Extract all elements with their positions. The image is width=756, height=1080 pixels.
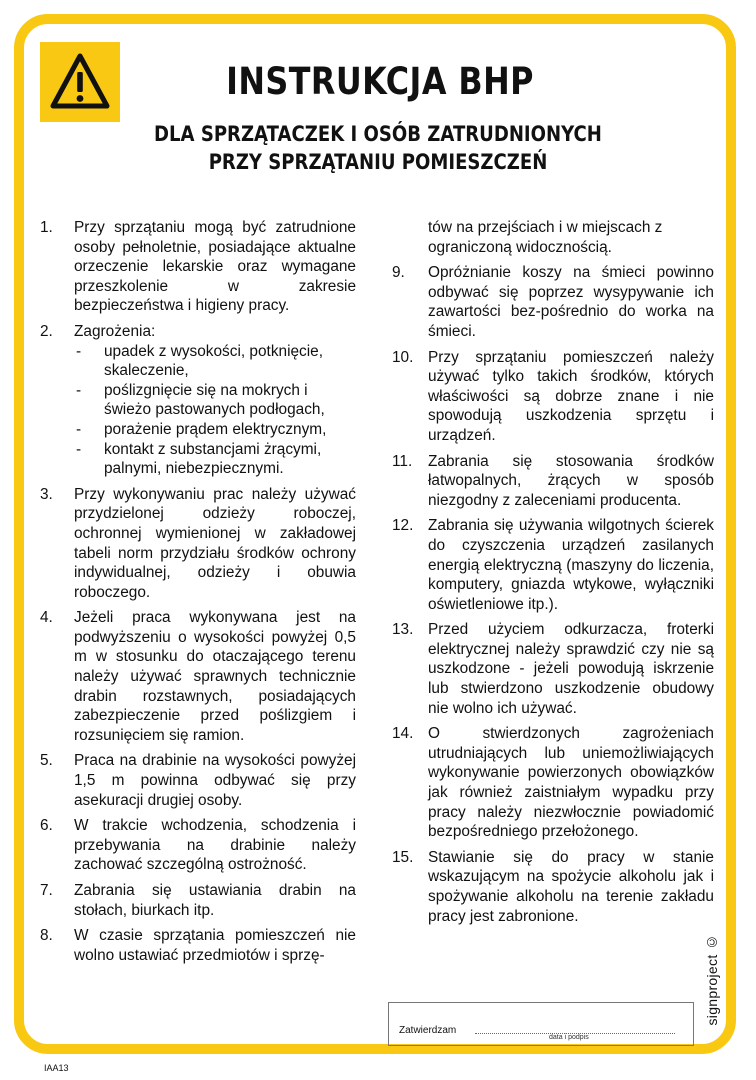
- list-item-continuation: tów na przejściach i w miejscach z ograniczoną widocznością.: [428, 219, 663, 256]
- list-item: 14. O stwierdzonych zagrożeniach utrudniających lub uniemożliwiających wykonywanie powierzonych obowiązków jak również zaistniałym wypadku przy pracy należy niezwłocznie powiadomić bezpośredniego przełożonego.: [392, 725, 714, 841]
- list-item: 12. Zabrania się używania wilgotnych ścierek do czyszczenia urządzeń zasilanych energią elektryczną (maszyny do liczenia, komputery, gniazda wtykowe, wyłączniki oświetleniowe itp.).: [392, 517, 714, 613]
- hazard-item: - poślizgnięcie się na mokrych i świeżo pastowanych podłogach,: [76, 381, 325, 419]
- hazard-item: - upadek z wysokości, potknięcie, skaleczenie,: [76, 342, 324, 380]
- list-item: 3. Przy wykonywaniu prac należy używać przydzielonej odzieży roboczej, ochronnej wymienionej w zakładowej tabeli norm przydziału środków ochrony indywidualnej, odzieży i obuwia roboczego.: [40, 485, 356, 601]
- product-code: IAA13: [44, 1063, 69, 1073]
- list-item: 2. Zagrożenia: - upadek z wysokości, potknięcie, skaleczenie, - poślizgnięcie się na mokrych i świeżo pastowanych podłogach, - porażenie prądem elektrycznym, - kontakt z substancjami żrącymi, palnymi, niebezpiecznymi.: [38, 322, 356, 479]
- list-item: 10. Przy sprzątaniu pomieszczeń należy używać tylko takich środków, których właściwości są dobrze znane i nie spowodują uszkodzenia sprzętu i urządzeń.: [392, 348, 714, 444]
- subtitle-line-1: DLA SPRZĄTACZEK I OSÓB ZATRUDNIONYCH: [154, 122, 602, 146]
- list-item: 5. Praca na drabinie na wysokości powyżej 1,5 m powinna odbywać się przy asekuracji drugiej osoby.: [40, 752, 356, 809]
- list-item: 9. Opróżnianie koszy na śmieci powinno odbywać się poprzez wysypywanie ich zawartości bez-pośrednio do worka na śmieci.: [392, 264, 714, 340]
- warning-badge: [40, 42, 120, 122]
- list-item: 8. W czasie sprzątania pomieszczeń nie wolno ustawiać przedmiotów i sprzę-: [40, 927, 356, 964]
- list-item: 13. Przed użyciem odkurzacza, froterki elektrycznej należy sprawdzić czy nie są uszkodzone - jeżeli powodują iskrzenie lub stwierdzono uszkodzenie obudowy nie wolno ich używać.: [392, 621, 714, 717]
- warning-triangle-icon: [49, 52, 111, 110]
- list-item: 7. Zabrania się ustawiania drabin na stołach, biurkach itp.: [40, 882, 356, 919]
- approval-label: Zatwierdzam: [399, 1025, 457, 1036]
- list-item: 6. W trakcie wchodzenia, schodzenia i przebywania na drabinie należy zachować szczególną ostrożność.: [40, 817, 356, 874]
- page-title: INSTRUKCJA BHP: [226, 60, 534, 103]
- left-column: [38, 218, 356, 971]
- hazard-list: [74, 342, 356, 479]
- list-item: 1. Przy sprzątaniu mogą być zatrudnione osoby pełnoletnie, posiadające aktualne orzeczenie lekarskie oraz wymagane przeszkolenie w zakresie bezpieczeństwa i higieny pracy.: [40, 219, 356, 315]
- list-item: 11. Zabrania się stosowania środków łatwopalnych, żrących w sposób niezgodny z zaleceniami producenta.: [392, 452, 714, 509]
- hazard-item: - kontakt z substancjami żrącymi, palnymi, niebezpiecznymi.: [76, 440, 322, 478]
- approval-box: [388, 1002, 694, 1046]
- list-item: 15. Stawianie się do pracy w stanie wskazującym na spożycie alkoholu jak i spożywanie alkoholu na terenie zakładu pracy jest zabronione.: [392, 848, 714, 925]
- list-item: 4. Jeżeli praca wykonywana jest na podwyższeniu o wysokości powyżej 0,5 m w stosunku do otaczającego terenu należy używać sprawnych technicznie drabin rozstawnych, posiadających zabezpieczenie przed poślizgiem i rozsunięciem się ramion.: [40, 609, 356, 744]
- signature-caption: data i podpis: [549, 1034, 589, 1041]
- subtitle-line-2: PRZY SPRZĄTANIU POMIESZCZEŃ: [208, 150, 548, 174]
- right-column: [392, 218, 714, 932]
- brand-mark: signproject ©: [704, 934, 720, 1026]
- hazard-item: - porażenie prądem elektrycznym,: [76, 420, 327, 438]
